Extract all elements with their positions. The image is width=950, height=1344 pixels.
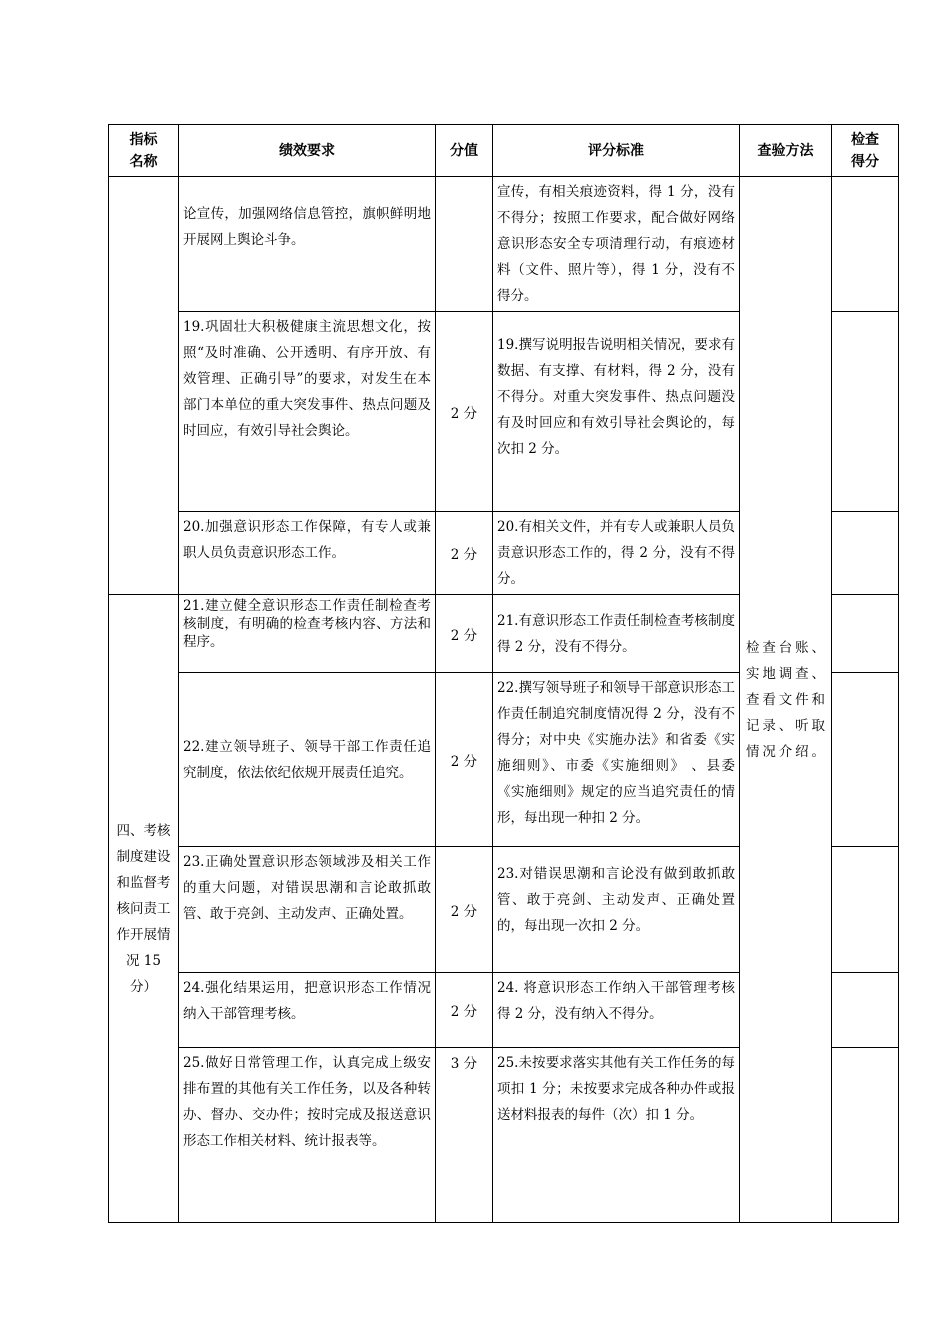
result-cell <box>832 1048 899 1223</box>
criteria-cell: 19.撰写说明报告说明相关情况，要求有数据、有支撑、有材料，得 2 分，没有不得分。对重大突发事件、热点问题没有及时回应和有效引导社会舆论的，每次扣 2 分。 <box>493 312 740 512</box>
header-indicator: 指标名称 <box>109 125 179 177</box>
result-cell <box>832 512 899 595</box>
score-cell: 2 分 <box>436 673 493 847</box>
header-method: 查验方法 <box>740 125 832 177</box>
evaluation-table <box>108 124 899 1223</box>
criteria-cell: 22.撰写领导班子和领导干部意识形态工作责任制追究制度情况得 2 分，没有不得分；对中央《实施办法》和省委《实施细则》、市委《实施细则》 、县委《实施细则》规定的应当追究责任的情形，每出现一种扣 2 分。 <box>493 673 740 847</box>
criteria-cell: 20.有相关文件，并有专人或兼职人员负责意识形态工作的，得 2 分，没有不得分。 <box>493 512 740 595</box>
criteria-cell: 宣传，有相关痕迹资料，得 1 分，没有不得分；按照工作要求，配合做好网络意识形态安全专项清理行动，有痕迹材料（文件、照片等），得 1 分，没有不得分。 <box>493 177 740 312</box>
score-cell: 2 分 <box>436 847 493 973</box>
criteria-cell: 25.未按要求落实其他有关工作任务的每项扣 1 分；未按要求完成各种办件或报送材料报表的每件（次）扣 1 分。 <box>493 1048 740 1223</box>
result-cell <box>832 673 899 847</box>
requirement-cell: 22.建立领导班子、领导干部工作责任追究制度，依法依纪依规开展责任追究。 <box>179 673 436 847</box>
requirement-cell: 20.加强意识形态工作保障，有专人或兼职人员负责意识形态工作。 <box>179 512 436 595</box>
header-result: 检查得分 <box>832 125 899 177</box>
indicator-cell: 四、考核制度建设和监督考核问责工作开展情况 15 分） <box>109 595 179 1223</box>
indicator-cell-empty <box>109 177 179 595</box>
result-cell <box>832 312 899 512</box>
header-row <box>109 125 899 177</box>
score-cell: 2 分 <box>436 973 493 1048</box>
requirement-cell: 21.建立健全意识形态工作责任制检查考核制度，有明确的检查考核内容、方法和程序。 <box>179 595 436 673</box>
method-cell: 检查台账、实地调查、查看文件和记录、听取情况介绍。 <box>740 177 832 1223</box>
score-cell <box>436 177 493 312</box>
requirement-cell: 23.正确处置意识形态领域涉及相关工作的重大问题，对错误思潮和言论敢抓敢管、敢于亮剑、主动发声、正确处置。 <box>179 847 436 973</box>
requirement-cell: 24.强化结果运用，把意识形态工作情况纳入干部管理考核。 <box>179 973 436 1048</box>
score-cell: 2 分 <box>436 312 493 512</box>
result-cell <box>832 847 899 973</box>
requirement-cell: 25.做好日常管理工作，认真完成上级安排布置的其他有关工作任务，以及各种转办、督办、交办件；按时完成及报送意识形态工作相关材料、统计报表等。 <box>179 1048 436 1223</box>
score-cell: 2 分 <box>436 595 493 673</box>
criteria-cell: 21.有意识形态工作责任制检查考核制度得 2 分，没有不得分。 <box>493 595 740 673</box>
result-cell <box>832 595 899 673</box>
result-cell <box>832 973 899 1048</box>
result-cell <box>832 177 899 312</box>
requirement-cell: 论宣传，加强网络信息管控，旗帜鲜明地开展网上舆论斗争。 <box>179 177 436 312</box>
requirement-cell: 19.巩固壮大积极健康主流思想文化，按照“及时准确、公开透明、有序开放、有效管理、正确引导”的要求，对发生在本部门本单位的重大突发事件、热点问题及时回应，有效引导社会舆论。 <box>179 312 436 512</box>
header-score: 分值 <box>436 125 493 177</box>
header-criteria: 评分标准 <box>493 125 740 177</box>
criteria-cell: 24. 将意识形态工作纳入干部管理考核得 2 分，没有纳入不得分。 <box>493 973 740 1048</box>
criteria-cell: 23.对错误思潮和言论没有做到敢抓敢管、敢于亮剑、主动发声、正确处置的，每出现一次扣 2 分。 <box>493 847 740 973</box>
score-cell: 3 分 <box>436 1048 493 1223</box>
header-requirement: 绩效要求 <box>179 125 436 177</box>
score-cell: 2 分 <box>436 512 493 595</box>
table-row <box>109 177 899 312</box>
